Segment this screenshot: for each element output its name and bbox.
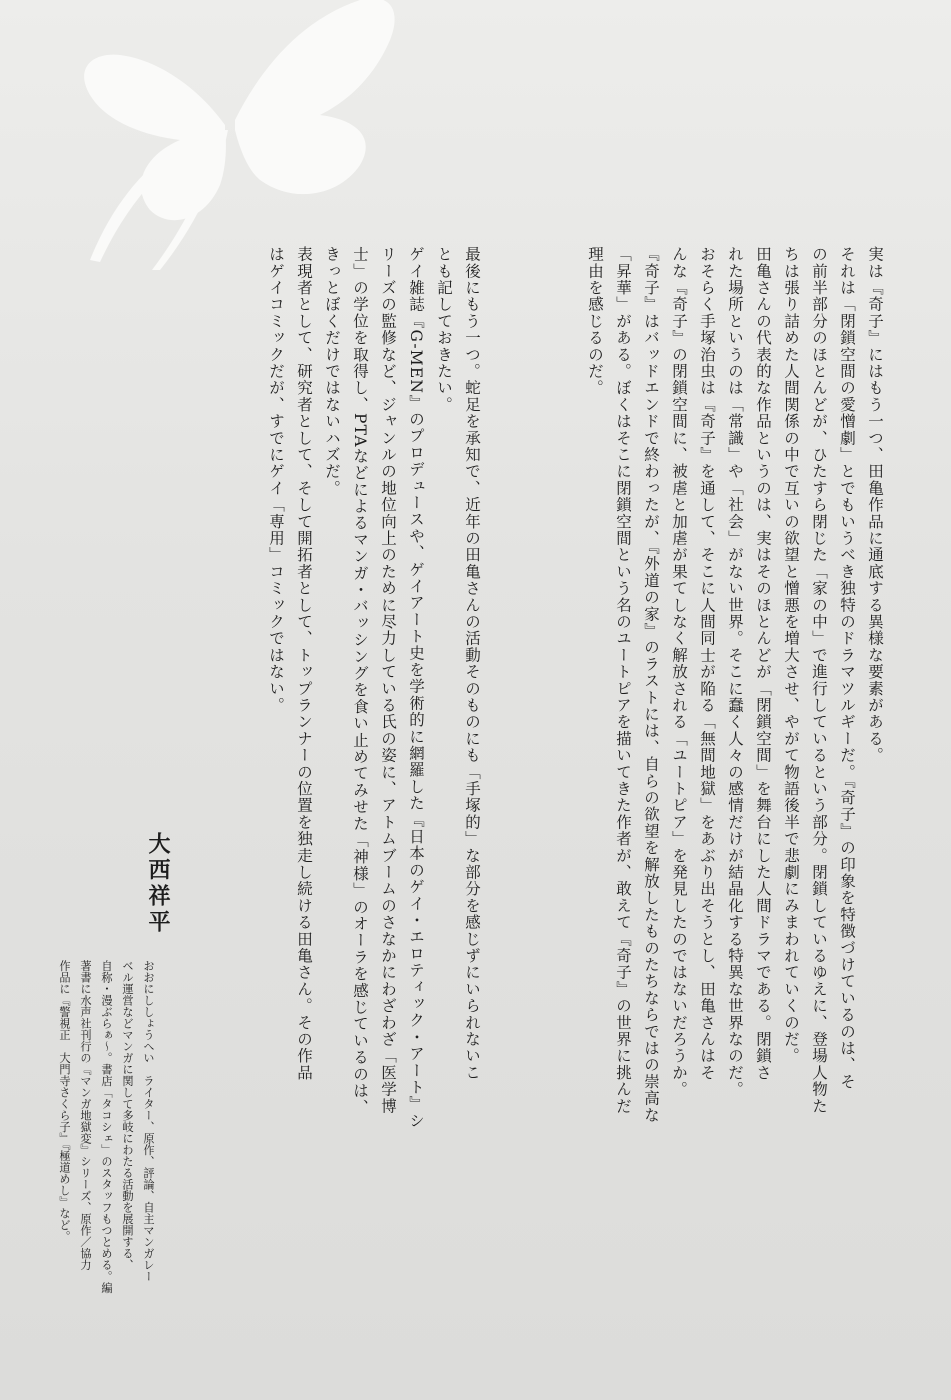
paragraph: れた場所というのは「常識」や「社会」がない世界。そこに蠢く人々の感情だけが結晶化する特異な世界なのだ。 xyxy=(726,246,744,1098)
paragraph: リーズの監修など、ジャンルの地位向上のために尽力している氏の姿に、アトムブームのさなかにわざわざ「医学博 xyxy=(379,246,397,1115)
paragraph: 理由を感じるのだ。 xyxy=(586,246,604,397)
paragraph: 最後にもう一つ。蛇足を承知で、近年の田亀さんの活動そのものにも「手塚的」な部分を感じずにいられないこ xyxy=(463,246,481,1081)
bio-line: 著書に水声社刊行の『マンガ地獄変』シリーズ、原作／協力 xyxy=(79,960,92,1271)
article-column-2 xyxy=(262,246,486,1286)
paragraph: ちは張り詰めた人間関係の中で互いの欲望と憎悪を増大させ、やがて物語後半で悲劇にみまわれていくのだ。 xyxy=(782,246,800,1065)
paragraph: んな『奇子』の閉鎖空間に、被虐と加虐が果てしなく解放される「ユートピア」を発見したのではないだろうか。 xyxy=(670,246,688,1098)
paragraph: きっとぼくだけではないハズだ。 xyxy=(323,246,341,497)
paragraph: おそらく手塚治虫は『奇子』を通して、そこに人間同士が陥る「無間地獄」をあぶり出そうとし、田亀さんはそ xyxy=(698,246,716,1081)
paragraph: とも記しておきたい。 xyxy=(435,246,453,413)
paragraph: 田亀さんの代表的な作品というのは、実はそのほとんどが「閉鎖空間」を舞台にした人間ドラマである。閉鎖さ xyxy=(754,246,772,1081)
bio-line: ベル運営などマンガに関して多岐にわたる活動を展開する、 xyxy=(121,960,134,1271)
paragraph: の前半部分のほとんどが、ひたすら閉じた「家の中」で進行しているという部分。閉鎖しているゆえに、登場人物た xyxy=(810,246,828,1115)
paragraph: 「昇華」がある。ぼくはそこに閉鎖空間という名のユートピアを描いてきた作者が、敢えて『奇子』の世界に挑んだ xyxy=(614,246,632,1115)
bio-line: おおにししょうへい ライター、原作、評論、自主マンガレー xyxy=(142,960,155,1282)
article-column-1 xyxy=(581,246,889,1286)
bio-line: 作品に『警視正 大門寺さくら子』『極道めし』など。 xyxy=(58,960,71,1242)
paragraph: それは「閉鎖空間の愛憎劇」とでもいうべき独特のドラマツルギーだ。『奇子』の印象を特徴づけているのは、そ xyxy=(838,246,856,1090)
paragraph: ゲイ雑誌『G-MEN』のプロデュースや、ゲイアート史を学術的に網羅した『日本のゲイ・エロティック・アート』シ xyxy=(407,246,425,1129)
paragraph: 表現者として、研究者として、そして開拓者として、トップランナーの位置を独走し続ける田亀さん。その作品 xyxy=(295,246,313,1081)
paragraph: 実は『奇子』にはもう一つ、田亀作品に通底する異様な要素がある。 xyxy=(866,246,884,764)
bio-line: 自称・漫ぶらぁ～。書店「タコシェ」のスタッフもつとめる。編 xyxy=(100,960,113,1294)
paragraph: はゲイコミックだが、すでにゲイ「専用」コミックではない。 xyxy=(267,246,285,714)
butterfly-decoration-icon xyxy=(30,0,410,280)
author-name: 大西祥平 xyxy=(145,832,170,936)
author-bio xyxy=(54,960,159,1300)
paragraph: 士」の学位を取得し、PTAなどによるマンガ・バッシングを食い止めてみせた「神様」のオーラを感じているのは、 xyxy=(351,246,369,1116)
paragraph: 『奇子』はバッドエンドで終わったが、『外道の家』のラストには、自らの欲望を解放したものたちならではの崇高な xyxy=(642,246,660,1124)
